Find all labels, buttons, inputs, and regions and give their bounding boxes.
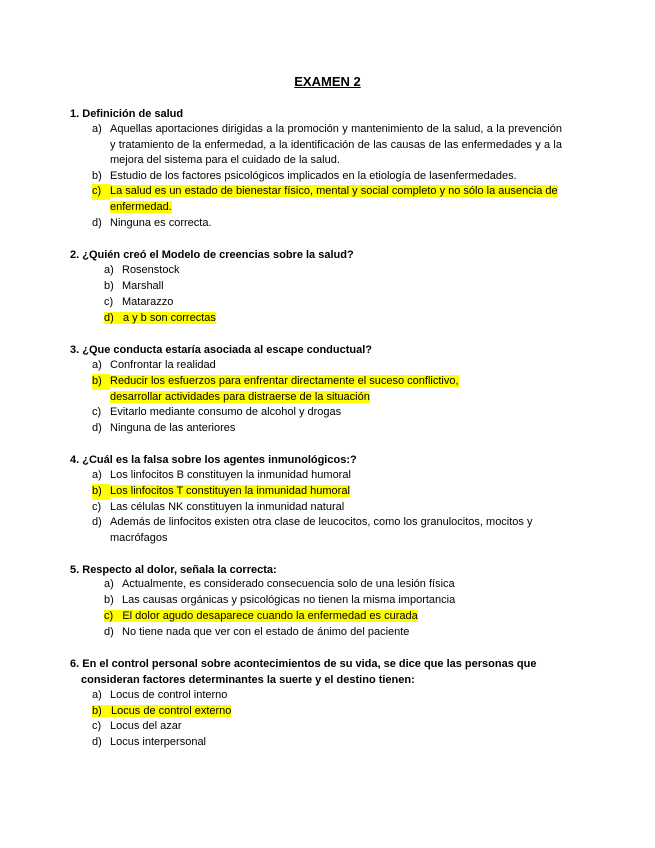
option-text: Ninguna de las anteriores — [110, 422, 236, 434]
option-2d — [104, 311, 574, 327]
option-text-highlighted: desarrollar actividades para distraerse de la situación — [110, 391, 370, 403]
option-text-highlighted: Reducir los esfuerzos para enfrentar directamente el suceso conflictivo, — [110, 375, 459, 387]
question-6-cont — [81, 672, 581, 688]
option-letter: b) — [104, 280, 114, 292]
option-letter: c) — [92, 501, 102, 513]
question-number: 1. — [70, 108, 80, 120]
option-text: Marshall — [122, 280, 164, 292]
option-highlight — [92, 705, 231, 717]
question-number: 3. — [70, 344, 80, 356]
option-letter: a) — [92, 469, 102, 481]
option-text: Las células NK constituyen la inmunidad natural — [110, 501, 345, 513]
option-text: Locus de control interno — [110, 689, 228, 701]
option-5c — [104, 609, 574, 625]
option-6a — [92, 688, 562, 704]
question-text: Definición de salud — [82, 108, 184, 120]
option-6b — [92, 704, 562, 720]
page-title: EXAMEN 2 — [294, 74, 361, 89]
option-text: Matarazzo — [122, 296, 174, 308]
option-text: Evitarlo mediante consumo de alcohol y drogas — [110, 406, 342, 418]
option-5d — [104, 625, 574, 641]
option-2b — [104, 279, 574, 295]
option-letter: a) — [104, 264, 114, 276]
option-text: Confrontar la realidad — [110, 359, 216, 371]
option-5b — [104, 593, 574, 609]
option-6d — [92, 735, 562, 751]
option-letter: d) — [92, 422, 102, 434]
option-letter: b) — [92, 374, 110, 390]
question-text: ¿Que conducta estaría asociada al escape conductual? — [82, 344, 373, 356]
option-letter: c) — [92, 184, 110, 200]
option-3b — [92, 374, 562, 390]
option-3a — [92, 358, 562, 374]
option-4b — [92, 484, 562, 500]
question-text: En el control personal sobre acontecimientos de su vida, se dice que las personas que — [82, 658, 537, 670]
option-letter: d) — [92, 217, 102, 229]
option-text: Además de linfocitos existen otra clase de leucocitos, como los granulocitos, mocitos y macrófagos — [110, 516, 533, 544]
option-text: Rosenstock — [122, 264, 180, 276]
option-text-highlighted: La salud es un estado de bienestar físico, mental y social completo y no sólo la ausencia de enfermedad. — [110, 185, 558, 213]
question-number: 6. — [70, 658, 80, 670]
option-letter: a) — [92, 689, 102, 701]
option-letter: a) — [92, 359, 102, 371]
option-1c — [92, 184, 562, 215]
question-5 — [70, 562, 570, 578]
option-text: No tiene nada que ver con el estado de ánimo del paciente — [122, 626, 410, 638]
question-2 — [70, 247, 570, 263]
option-text: Actualmente, es considerado consecuencia solo de una lesión física — [122, 578, 455, 590]
option-letter: b) — [104, 594, 114, 606]
option-text: Las causas orgánicas y psicológicas no tienen la misma importancia — [122, 594, 456, 606]
option-5a — [104, 577, 574, 593]
question-4 — [70, 452, 570, 468]
option-letter: d) — [92, 736, 102, 748]
option-2c — [104, 295, 574, 311]
option-highlight — [104, 610, 418, 622]
option-letter: a) — [104, 578, 114, 590]
question-number: 2. — [70, 249, 80, 261]
option-text-highlighted: Los linfocitos T constituyen la inmunidad humoral — [110, 485, 350, 497]
question-text: ¿Quién creó el Modelo de creencias sobre la salud? — [82, 249, 354, 261]
option-letter: a) — [92, 123, 102, 135]
option-letter: c) — [104, 610, 114, 622]
question-6 — [70, 656, 590, 672]
option-3d — [92, 421, 562, 437]
option-1d — [92, 216, 562, 232]
option-letter: c) — [92, 720, 102, 732]
option-1a — [92, 122, 562, 169]
question-text: consideran factores determinantes la suerte y el destino tienen: — [81, 674, 415, 686]
option-3b-cont — [110, 390, 580, 406]
question-text: ¿Cuál es la falsa sobre los agentes inmunológicos:? — [82, 454, 357, 466]
option-text: Aquellas aportaciones dirigidas a la promoción y mantenimiento de la salud, a la prevención y tratamiento de la enfermedad, a la identificación de las causas de las enfermedades y a la mejora del sistema para el cuidado de la salud. — [110, 123, 562, 166]
question-number: 5. — [70, 564, 80, 576]
option-letter: b) — [92, 484, 110, 500]
option-text: Ninguna es correcta. — [110, 217, 212, 229]
option-letter: d) — [104, 626, 114, 638]
option-letter: b) — [92, 705, 102, 717]
question-3 — [70, 342, 570, 358]
option-text: Los linfocitos B constituyen la inmunidad humoral — [110, 469, 351, 481]
option-4d — [92, 515, 562, 546]
option-letter: d) — [92, 516, 102, 528]
option-text-highlighted: El dolor agudo desaparece cuando la enfermedad es curada — [122, 610, 418, 622]
option-text: Locus del azar — [110, 720, 182, 732]
option-text: Estudio de los factores psicológicos implicados en la etiología de lasenfermedades. — [110, 170, 517, 182]
option-4c — [92, 500, 562, 516]
option-letter: b) — [92, 170, 102, 182]
question-number: 4. — [70, 454, 80, 466]
option-letter: c) — [104, 296, 114, 308]
option-6c — [92, 719, 562, 735]
option-text: Locus interpersonal — [110, 736, 207, 748]
option-2a — [104, 263, 574, 279]
option-text-highlighted: a y b son correctas — [122, 312, 216, 324]
question-text: Respecto al dolor, señala la correcta: — [82, 564, 277, 576]
option-1b — [92, 169, 562, 185]
option-letter: c) — [92, 406, 102, 418]
option-4a — [92, 468, 562, 484]
option-3c — [92, 405, 562, 421]
question-1 — [70, 106, 570, 122]
option-text-highlighted: Locus de control externo — [110, 705, 232, 717]
option-letter: d) — [104, 312, 114, 324]
option-highlight — [104, 312, 216, 324]
